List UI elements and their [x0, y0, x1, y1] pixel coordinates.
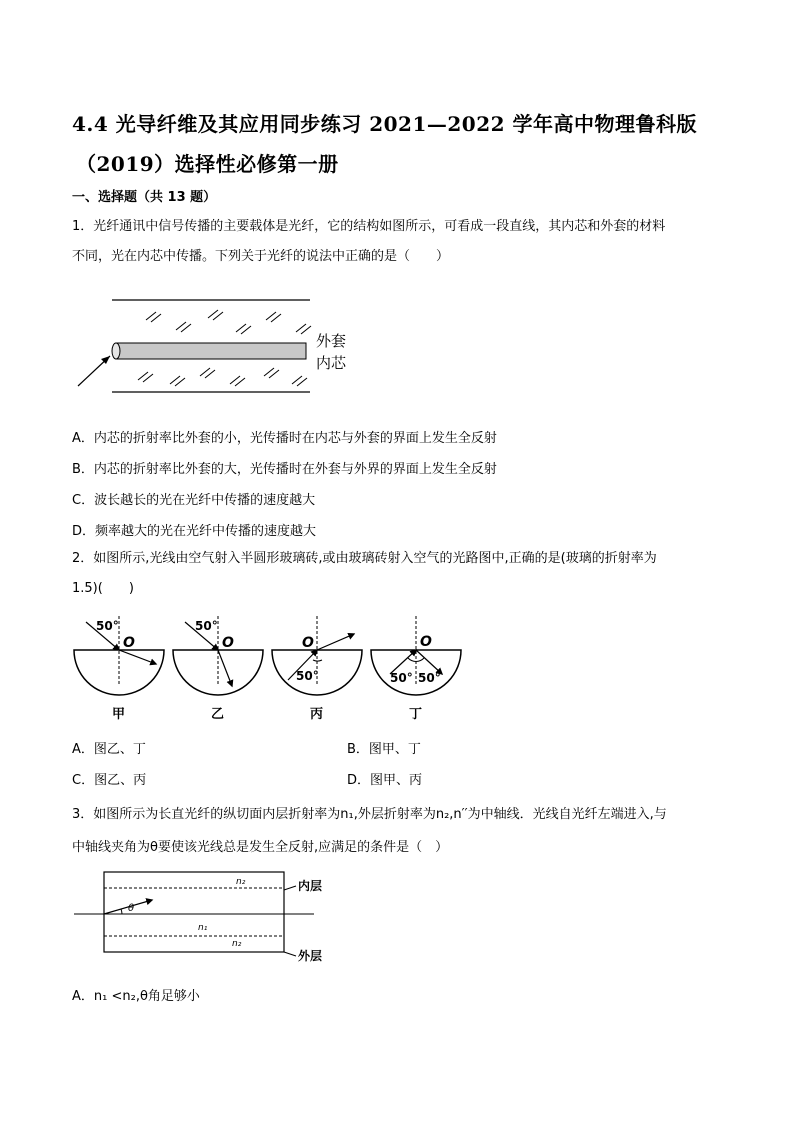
q2-stem-line1: 2．如图所示,光线由空气射入半圆形玻璃砖,或由玻璃砖射入空气的光路图中,正确的是(玻璃的折射率为 [72, 551, 657, 566]
section-header: 一、选择题（共 13 题） [72, 190, 217, 205]
angle-label-yi: 50° [195, 619, 218, 633]
point-o-ding: O [420, 634, 432, 650]
n2-label-top: n₂ [236, 877, 246, 887]
q2-option-d[interactable]: D．图甲、丙 [347, 773, 423, 788]
q2-semicircle-figures [68, 612, 468, 724]
q3-fiber-figure [70, 868, 340, 964]
q1-option-b[interactable]: B．内芯的折射率比外套的大，光传播时在外套与外界的界面上发生全反射 [72, 462, 497, 477]
point-o-bing: O [302, 635, 314, 651]
page-title-line1: 4.4 光导纤维及其应用同步练习 2021—2022 学年高中物理鲁科版 [72, 112, 698, 136]
q1-fiber-figure [70, 290, 370, 400]
label-outer-cladding: 外套 [316, 332, 347, 350]
q3-stem-line1: 3．如图所示为长直光纤的纵切面内层折射率为n₁,外层折射率为n₂,n′′为中轴线．光线自光纤左端进入,与 [72, 807, 667, 822]
label-outer-layer: 外层 [298, 949, 323, 963]
diagram-bing [272, 616, 362, 722]
page-title-line2: （2019）选择性必修第一册 [76, 152, 339, 176]
q1-stem-line1: 1．光纤通讯中信号传播的主要载体是光纤，它的结构如图所示，可看成一段直线，其内芯和外套的材料 [72, 219, 666, 234]
fiber-core-end [112, 343, 120, 359]
q3-stem-line2: 中轴线夹角为θ要使该光线总是发生全反射,应满足的条件是（ ） [72, 840, 449, 855]
label-inner-core: 内芯 [316, 354, 347, 372]
point-o-yi: O [222, 635, 234, 651]
n1-label: n₁ [198, 923, 208, 933]
angle-label-jia: 50° [96, 619, 119, 633]
leader-outer [284, 952, 296, 956]
diagram-yi [173, 616, 263, 722]
q2-option-c[interactable]: C．图乙、丙 [72, 773, 147, 788]
caption-jia: 甲 [112, 707, 126, 722]
leader-inner [284, 886, 296, 890]
q2-option-a[interactable]: A．图乙、丁 [72, 742, 146, 757]
angle-label-ding-left: 50° [390, 671, 413, 685]
q2-option-b[interactable]: B．图甲、丁 [347, 742, 421, 757]
q2-stem-line2: 1.5)( ) [72, 581, 134, 596]
q1-option-a[interactable]: A．内芯的折射率比外套的小，光传播时在内芯与外套的界面上发生全反射 [72, 431, 497, 446]
point-o-jia: O [123, 635, 135, 651]
angle-label-ding-right: 50° [418, 671, 441, 685]
fiber-core [116, 343, 306, 359]
theta-label: θ [128, 903, 135, 914]
n2-label-bottom: n₂ [232, 939, 242, 949]
caption-bing: 丙 [310, 707, 324, 722]
q1-stem-line2: 不同，光在内芯中传播。下列关于光纤的说法中正确的是（ ） [72, 249, 450, 264]
diagram-jia [74, 616, 164, 722]
caption-yi: 乙 [211, 707, 225, 722]
q1-option-c[interactable]: C．波长越长的光在光纤中传播的速度越大 [72, 493, 316, 508]
q1-option-d[interactable]: D．频率越大的光在光纤中传播的速度越大 [72, 524, 317, 539]
caption-ding: 丁 [409, 707, 423, 722]
q3-option-a[interactable]: A．n₁ <n₂,θ角足够小 [72, 989, 200, 1004]
label-inner-layer: 内层 [298, 879, 323, 893]
diagram-ding [371, 616, 461, 722]
angle-label-bing: 50° [296, 669, 319, 683]
